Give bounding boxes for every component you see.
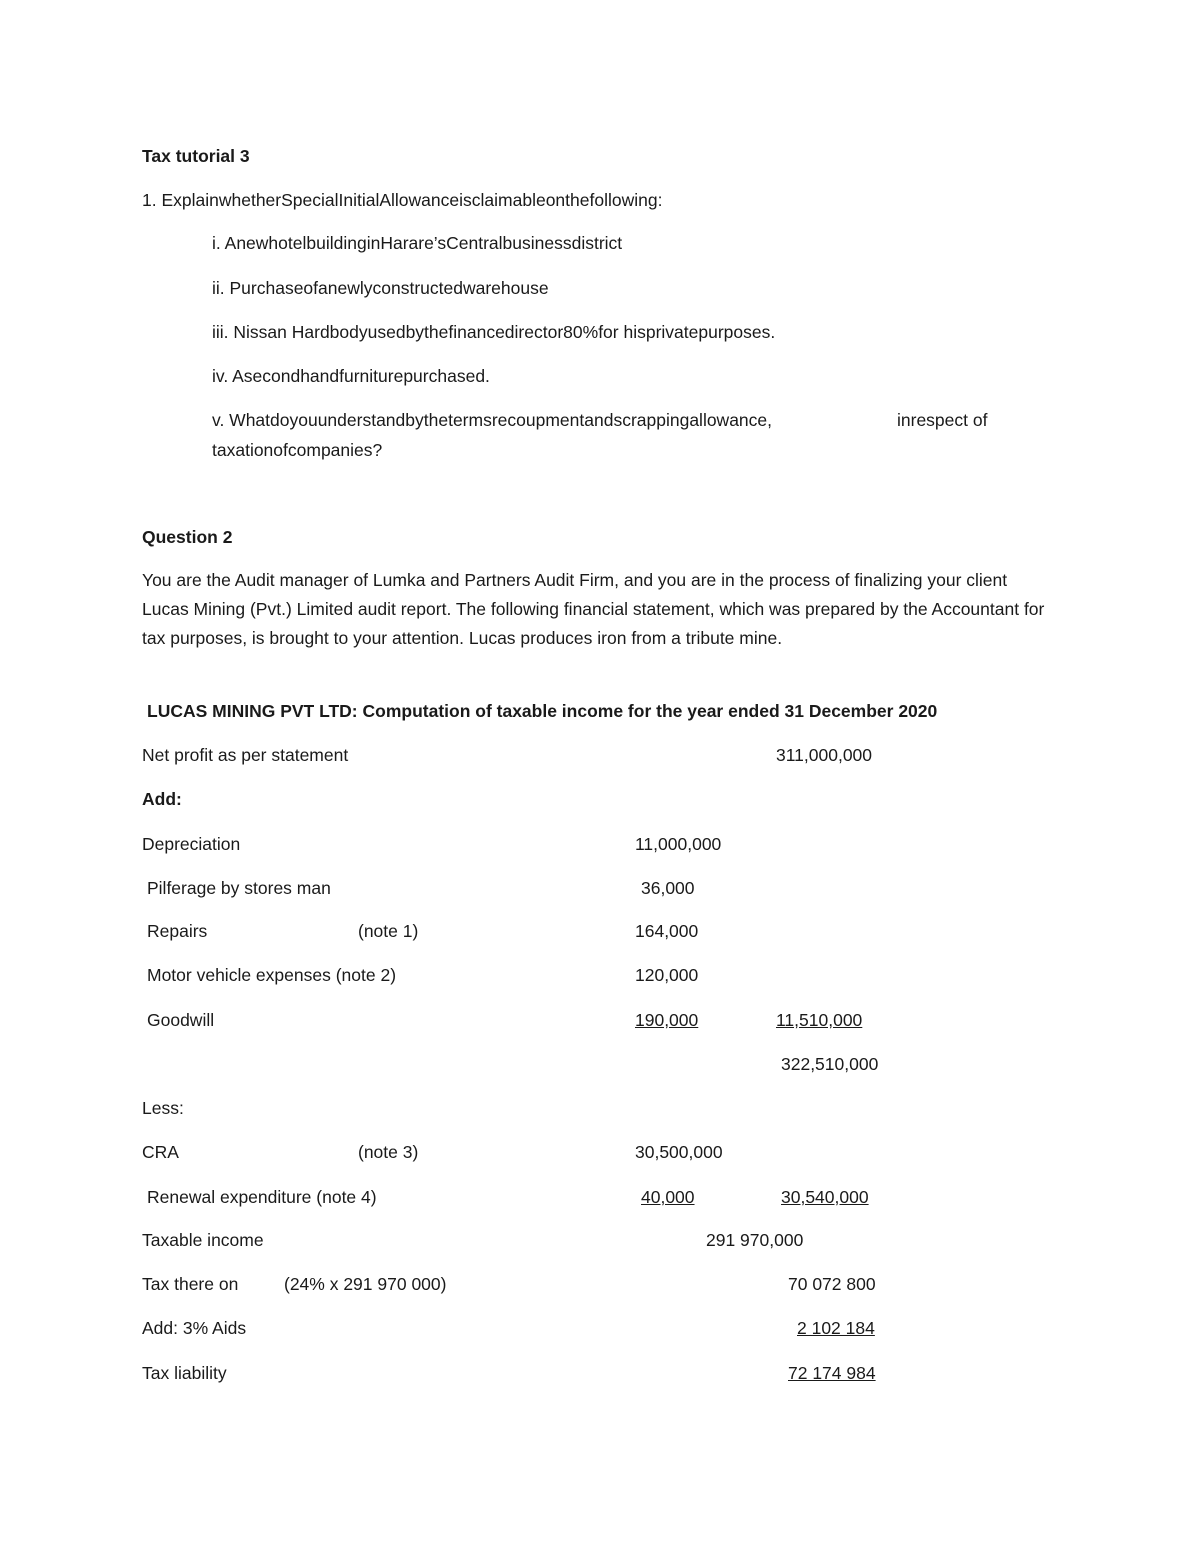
question-1-item-iv: iv. Asecondhandfurniturepurchased. (212, 366, 490, 386)
less-item-amount: 40,000 (641, 1187, 695, 1207)
subtotal: 322,510,000 (781, 1054, 879, 1074)
add-heading: Add: (142, 789, 182, 809)
taxable-income-value: 291 970,000 (706, 1230, 804, 1250)
aids-label: Add: 3% Aids (142, 1318, 247, 1338)
tax-value: 70 072 800 (788, 1274, 876, 1294)
question-2-heading: Question 2 (142, 527, 233, 547)
question-1-item-v-tail: inrespect of (897, 410, 988, 430)
aids-value: 2 102 184 (797, 1318, 875, 1338)
add-item-amount: 36,000 (641, 878, 695, 898)
tax-liability-value: 72 174 984 (788, 1363, 876, 1383)
add-item-note: (note 1) (358, 921, 419, 941)
question-1-item-i: i. AnewhotelbuildinginHarare’sCentralbusinessdistrict (212, 233, 623, 253)
add-item-amount: 11,000,000 (635, 834, 722, 854)
add-item-label: Pilferage by stores man (147, 878, 331, 898)
add-item-label: Motor vehicle expenses (note 2) (147, 965, 397, 985)
add-item-amount: 190,000 (635, 1010, 699, 1030)
less-total: 30,540,000 (781, 1187, 869, 1207)
question-1-item-ii: ii. Purchaseofanewlyconstructedwarehouse (212, 278, 549, 298)
tax-formula: (24% x 291 970 000) (284, 1274, 447, 1294)
tax-label: Tax there on (142, 1274, 239, 1294)
add-total: 11,510,000 (776, 1010, 863, 1030)
less-item-amount: 30,500,000 (635, 1142, 723, 1162)
add-item-amount: 164,000 (635, 921, 699, 941)
tax-liability-label: Tax liability (142, 1363, 227, 1383)
add-item-amount: 120,000 (635, 965, 699, 985)
add-item-label: Depreciation (142, 834, 241, 854)
question-1-intro: 1. ExplainwhetherSpecialInitialAllowanceisclaimableonthefollowing: (142, 190, 663, 210)
net-profit-value: 311,000,000 (776, 745, 873, 765)
less-item-note: (note 3) (358, 1142, 419, 1162)
less-item-label: CRA (142, 1142, 179, 1162)
question-1-item-v-continued: taxationofcompanies? (212, 440, 383, 460)
less-item-label: Renewal expenditure (note 4) (147, 1187, 377, 1207)
computation-title: LUCAS MINING PVT LTD: Computation of taxable income for the year ended 31 December 2020 (147, 701, 938, 721)
question-1-item-iii: iii. Nissan Hardbodyusedbythefinancedirector80%for hisprivatepurposes. (212, 322, 776, 342)
less-heading: Less: (142, 1098, 184, 1118)
taxable-income-label: Taxable income (142, 1230, 264, 1250)
add-item-label: Goodwill (147, 1010, 215, 1030)
question-2-paragraph: You are the Audit manager of Lumka and Partners Audit Firm, and you are in the process of finalizing your client Lucas Mining (Pvt.) Limited audit report. The following financial statement, which was prepared by the Accountant for tax purposes, is brought to your attention. Lucas produces iron from a tribute mine. (142, 570, 1045, 648)
page-title: Tax tutorial 3 (142, 146, 250, 166)
add-item-label: Repairs (147, 921, 208, 941)
question-1-item-v: v. Whatdoyouunderstandbythetermsrecoupmentandscrappingallowance, (212, 410, 773, 430)
net-profit-label: Net profit as per statement (142, 745, 349, 765)
